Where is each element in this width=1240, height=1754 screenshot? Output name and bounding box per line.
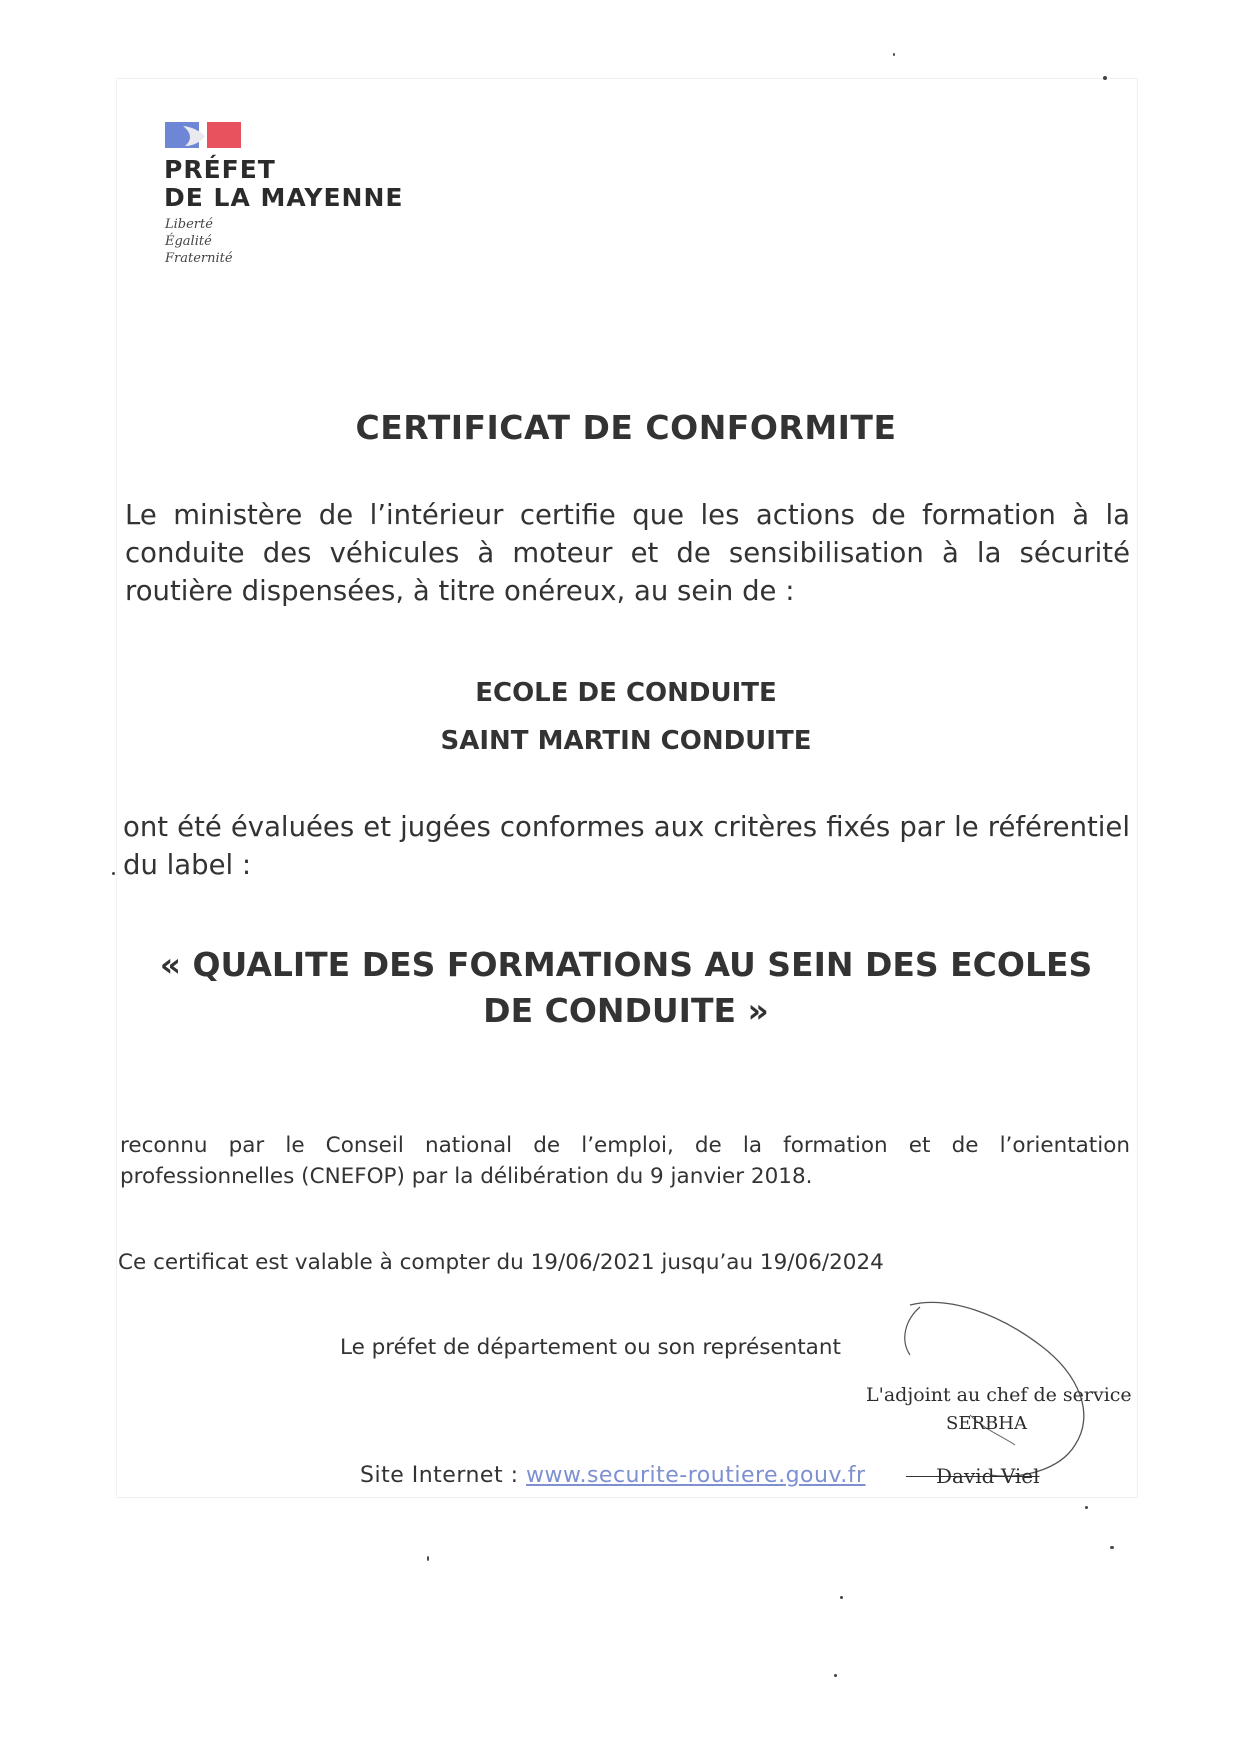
website-link[interactable]: www.securite-routiere.gouv.fr [526, 1463, 866, 1488]
website-line [360, 1463, 866, 1488]
scan-speck [840, 1596, 843, 1599]
signatory-title: L'adjoint au chef de service [866, 1384, 1132, 1406]
document-page [116, 78, 1138, 1498]
scan-speck [1103, 76, 1107, 80]
prefet-title: PRÉFET [164, 155, 276, 184]
intro-paragraph: Le ministère de l’intérieur certifie que les actions de formation à la conduite des véhicules à moteur et de sensibilisation à la sécurité routière dispensées, à titre onéreux, au sein de : [125, 499, 1130, 607]
label-line-2: DE CONDUITE » [483, 991, 769, 1030]
prefet-department: DE LA MAYENNE [164, 183, 404, 212]
validity-end-date: 19/06/2024 [759, 1250, 884, 1275]
signatory-service: SERBHA [946, 1413, 1027, 1434]
validity-start-date: 19/06/2021 [530, 1250, 655, 1275]
scan-speck [893, 53, 895, 56]
scan-speck [112, 872, 115, 875]
motto-fraternite: Fraternité [165, 251, 233, 266]
motto-egalite: Égalité [165, 234, 212, 249]
marianne-flag-logo [165, 122, 241, 148]
scan-speck [1085, 1506, 1088, 1509]
scan-speck [427, 1556, 429, 1561]
certificate-title: CERTIFICAT DE CONFORMITE [355, 408, 897, 447]
website-label: Site Internet : [360, 1463, 526, 1488]
validity-middle: jusqu’au [654, 1250, 760, 1275]
signatory-name: David Viel [936, 1464, 1040, 1488]
school-name: SAINT MARTIN CONDUITE [440, 726, 812, 756]
label-line-1: « QUALITE DES FORMATIONS AU SEIN DES ECOLES [159, 945, 1093, 984]
school-type: ECOLE DE CONDUITE [475, 678, 777, 708]
signer-line: Le préfet de département ou son représentant [340, 1335, 841, 1360]
recognition-paragraph: reconnu par le Conseil national de l’emploi, de la formation et de l’orientation professionnelles (CNEFOP) par la délibération du 9 janvier 2018. [120, 1133, 1130, 1189]
validity-statement [118, 1250, 884, 1275]
label-name [116, 942, 1136, 1034]
scan-speck [1110, 1546, 1114, 1549]
motto-liberte: Liberté [165, 217, 213, 232]
validity-prefix: Ce certificat est valable à compter du [118, 1250, 531, 1275]
scan-speck [834, 1674, 837, 1677]
evaluation-paragraph: ont été évaluées et jugées conformes aux critères fixés par le référentiel du label : [123, 811, 1130, 881]
